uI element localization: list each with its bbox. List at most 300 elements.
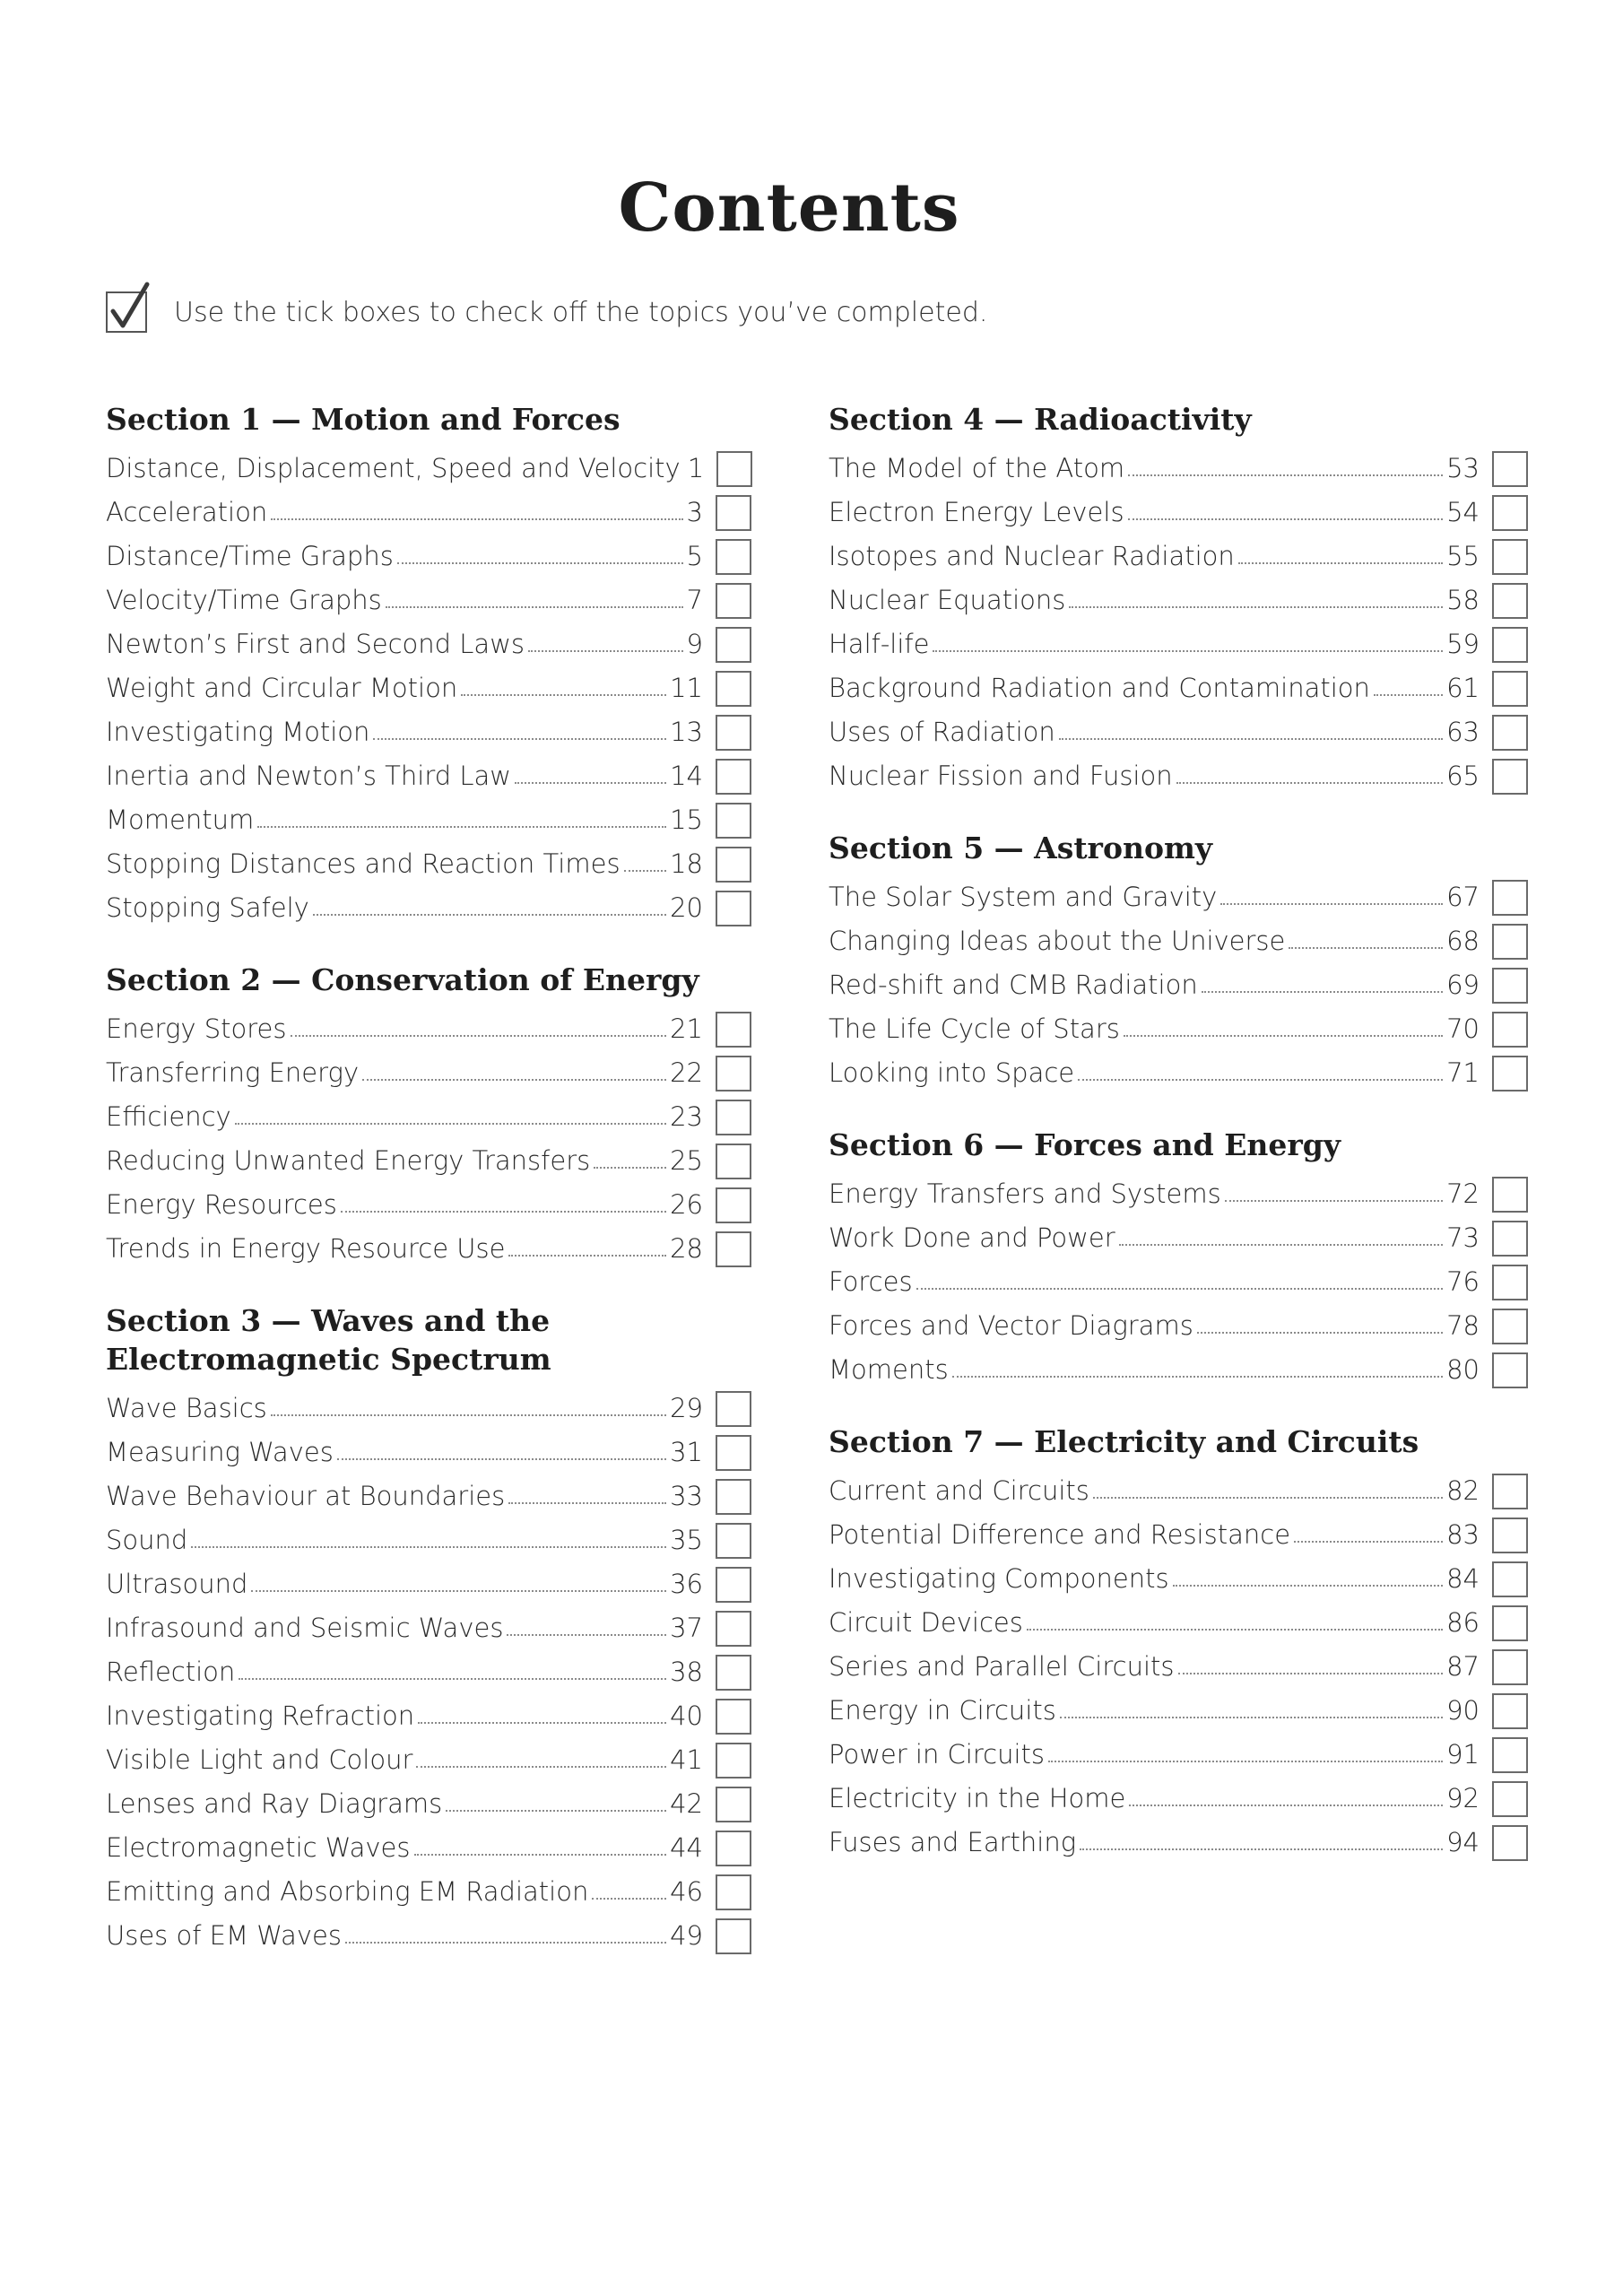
page-number: 3 — [686, 497, 703, 527]
contents-entry — [829, 1302, 1528, 1346]
page-number: 84 — [1446, 1563, 1480, 1594]
page-number: 26 — [670, 1189, 703, 1220]
dot-leader — [1119, 1244, 1443, 1246]
page-number: 71 — [1446, 1057, 1480, 1088]
tick-box[interactable] — [1492, 1561, 1528, 1597]
page-number: 15 — [670, 804, 703, 835]
contents-section — [829, 1422, 1528, 1863]
dot-leader — [1027, 1629, 1443, 1631]
page-number: 42 — [670, 1788, 703, 1819]
dot-leader — [594, 1167, 666, 1169]
dot-leader — [271, 518, 682, 520]
tick-box[interactable] — [1492, 1693, 1528, 1729]
dot-leader — [251, 1590, 666, 1592]
tick-box[interactable] — [716, 1787, 751, 1822]
page-number: 37 — [670, 1613, 703, 1643]
entry-title: Measuring Waves — [106, 1437, 334, 1467]
instruction-text: Use the tick boxes to check off the topics you’ve completed. — [174, 296, 988, 328]
section-heading-line: Section 6 — Forces and Energy — [829, 1127, 1341, 1162]
entry-title: Reducing Unwanted Energy Transfers — [106, 1145, 591, 1176]
tick-box[interactable] — [1492, 1518, 1528, 1553]
contents-entry — [829, 1819, 1528, 1863]
page-number: 91 — [1446, 1739, 1480, 1770]
page-number: 68 — [1446, 926, 1480, 956]
contents-entry — [106, 489, 751, 533]
entry-title: Nuclear Fission and Fusion — [829, 761, 1173, 791]
dot-leader — [508, 1255, 666, 1257]
page-number: 65 — [1446, 761, 1480, 791]
page-number: 40 — [670, 1700, 703, 1731]
dot-leader — [1128, 518, 1444, 520]
page-number: 23 — [670, 1101, 703, 1132]
contents-entry — [106, 1868, 751, 1912]
entry-title: Investigating Motion — [106, 717, 370, 747]
section-heading-line: Section 3 — Waves and the — [106, 1303, 551, 1338]
entry-title: Transferring Energy — [106, 1057, 360, 1088]
entry-title: Velocity/Time Graphs — [106, 585, 382, 615]
contents-entry — [106, 1093, 751, 1137]
entry-title: Momentum — [106, 804, 255, 835]
contents-entry — [106, 752, 751, 796]
section-heading — [829, 829, 1528, 867]
entry-title: Stopping Safely — [106, 892, 309, 923]
section-heading-line: Section 1 — Motion and Forces — [106, 402, 621, 437]
tick-box[interactable] — [716, 1611, 751, 1647]
contents-entry — [829, 1049, 1528, 1093]
entry-title: Electromagnetic Waves — [106, 1832, 411, 1863]
contents-entry — [829, 1467, 1528, 1511]
dot-leader — [1069, 606, 1443, 608]
contents-entry — [106, 665, 751, 709]
contents-section — [829, 1126, 1528, 1390]
tick-box[interactable] — [1492, 1737, 1528, 1773]
contents-entry — [106, 1561, 751, 1605]
contents-entry — [829, 533, 1528, 577]
entry-title: Emitting and Absorbing EM Radiation — [106, 1876, 589, 1907]
entry-title: Uses of Radiation — [829, 717, 1055, 747]
page-number: 31 — [670, 1437, 703, 1467]
contents-entry — [829, 1346, 1528, 1390]
page-number: 53 — [1446, 453, 1480, 483]
tick-box[interactable] — [1492, 495, 1528, 531]
tick-box[interactable] — [716, 847, 751, 883]
entry-title: Nuclear Equations — [829, 585, 1066, 615]
tick-box[interactable] — [1492, 759, 1528, 795]
entry-title: Red-shift and CMB Radiation — [829, 970, 1198, 1000]
dot-leader — [528, 650, 683, 652]
dot-leader — [1048, 1761, 1443, 1762]
tick-box[interactable] — [1492, 1221, 1528, 1257]
dot-leader — [337, 1458, 666, 1460]
tick-box[interactable] — [716, 715, 751, 751]
section-heading-line: Section 2 — Conservation of Energy — [106, 962, 699, 997]
tick-box[interactable] — [716, 1655, 751, 1691]
dot-leader — [341, 1211, 666, 1213]
dot-leader — [291, 1035, 667, 1037]
contents-entry — [106, 1692, 751, 1736]
contents-entry — [106, 577, 751, 621]
entry-title: Energy Transfers and Systems — [829, 1178, 1221, 1209]
dot-leader — [507, 1634, 666, 1636]
entry-title: The Model of the Atom — [829, 453, 1125, 483]
contents-entry — [829, 1731, 1528, 1775]
tick-box[interactable] — [1492, 1781, 1528, 1817]
entry-title: Electricity in the Home — [829, 1783, 1126, 1813]
dot-leader — [461, 694, 666, 696]
tick-box[interactable] — [1492, 1352, 1528, 1388]
tick-box[interactable] — [1492, 583, 1528, 619]
tick-box[interactable] — [716, 891, 751, 926]
contents-entry — [829, 1687, 1528, 1731]
dot-leader — [1197, 1332, 1443, 1334]
entry-title: Circuit Devices — [829, 1607, 1023, 1638]
tick-box[interactable] — [716, 1567, 751, 1603]
tick-box[interactable] — [1492, 880, 1528, 916]
contents-entry — [829, 489, 1528, 533]
contents-entry — [829, 1555, 1528, 1599]
entry-title: Distance/Time Graphs — [106, 541, 394, 571]
page-number: 35 — [670, 1525, 703, 1555]
page-number: 44 — [670, 1832, 703, 1863]
contents-entry — [829, 961, 1528, 1005]
page-number: 5 — [686, 541, 703, 571]
entry-title: Energy Resources — [106, 1189, 337, 1220]
tick-box[interactable] — [716, 451, 752, 487]
dot-leader — [397, 562, 683, 564]
entry-title: Wave Behaviour at Boundaries — [106, 1481, 506, 1511]
contents-section — [829, 400, 1528, 796]
entry-title: Changing Ideas about the Universe — [829, 926, 1286, 956]
contents-entry — [829, 445, 1528, 489]
entry-title: Investigating Components — [829, 1563, 1169, 1594]
page-number: 7 — [686, 585, 703, 615]
contents-column-left — [106, 400, 751, 1988]
page-number: 14 — [670, 761, 703, 791]
tick-box[interactable] — [716, 1144, 751, 1179]
tick-box[interactable] — [716, 1012, 751, 1048]
contents-section — [829, 829, 1528, 1093]
page-number: 41 — [670, 1744, 703, 1775]
tick-box[interactable] — [716, 1831, 751, 1866]
page-number: 25 — [670, 1145, 703, 1176]
dot-leader — [386, 606, 683, 608]
dot-leader — [1294, 1541, 1443, 1543]
page-number: 94 — [1446, 1827, 1480, 1857]
entry-title: Uses of EM Waves — [106, 1920, 342, 1951]
tick-box[interactable] — [1492, 715, 1528, 751]
page-number: 78 — [1446, 1310, 1480, 1341]
section-heading-line: Electromagnetic Spectrum — [106, 1342, 551, 1377]
dot-leader — [624, 870, 667, 872]
dot-leader — [1128, 474, 1443, 476]
entry-title: Sound — [106, 1525, 188, 1555]
contents-entry — [106, 1181, 751, 1225]
tick-box[interactable] — [1492, 1177, 1528, 1213]
contents-entry — [829, 918, 1528, 961]
entry-title: Infrasound and Seismic Waves — [106, 1613, 504, 1643]
page-number: 20 — [670, 892, 703, 923]
tick-box[interactable] — [1492, 539, 1528, 575]
page-number: 13 — [670, 717, 703, 747]
page-number: 38 — [670, 1657, 703, 1687]
contents-entry — [829, 665, 1528, 709]
page-number: 11 — [670, 673, 703, 703]
tick-box[interactable] — [716, 671, 751, 707]
contents-entry — [106, 1225, 751, 1269]
tick-box[interactable] — [716, 1523, 751, 1559]
dot-leader — [1059, 738, 1443, 740]
dot-leader — [508, 1502, 666, 1504]
entry-title: Stopping Distances and Reaction Times — [106, 848, 621, 879]
dot-leader — [1176, 782, 1443, 784]
page-number: 90 — [1446, 1695, 1480, 1726]
page-number: 73 — [1446, 1222, 1480, 1253]
checkmark-icon — [106, 281, 152, 333]
dot-leader — [592, 1898, 666, 1900]
tick-box[interactable] — [1492, 451, 1528, 487]
contents-section — [106, 400, 751, 928]
page-number: 72 — [1446, 1178, 1480, 1209]
contents-entry — [106, 1648, 751, 1692]
dot-leader — [1093, 1497, 1443, 1499]
page-number: 22 — [670, 1057, 703, 1088]
entry-title: The Solar System and Gravity — [829, 882, 1218, 912]
entry-title: Reflection — [106, 1657, 236, 1687]
tick-box[interactable] — [1492, 1825, 1528, 1861]
contents-section — [106, 961, 751, 1269]
page-number: 63 — [1446, 717, 1480, 747]
section-heading — [829, 400, 1528, 439]
page-number: 82 — [1446, 1475, 1480, 1506]
entry-title: Moments — [829, 1354, 949, 1385]
dot-leader — [1289, 947, 1443, 949]
entry-title: Acceleration — [106, 497, 268, 527]
tick-box[interactable] — [1492, 924, 1528, 960]
page-number: 46 — [670, 1876, 703, 1907]
page-number: 55 — [1446, 541, 1480, 571]
entry-title: Lenses and Ray Diagrams — [106, 1788, 443, 1819]
dot-leader — [952, 1376, 1443, 1378]
dot-leader — [916, 1288, 1444, 1290]
dot-leader — [362, 1079, 666, 1081]
entry-title: Work Done and Power — [829, 1222, 1115, 1253]
tick-box[interactable] — [716, 1479, 751, 1515]
tick-box[interactable] — [1492, 1056, 1528, 1091]
entry-title: Weight and Circular Motion — [106, 673, 458, 703]
tick-box[interactable] — [716, 1056, 751, 1091]
page-number: 86 — [1446, 1607, 1480, 1638]
tick-box[interactable] — [716, 1918, 751, 1954]
page-number: 67 — [1446, 882, 1480, 912]
contents-entry — [106, 1824, 751, 1868]
tick-box[interactable] — [716, 627, 751, 663]
dot-leader — [271, 1414, 666, 1416]
tick-box[interactable] — [716, 1231, 751, 1267]
entry-title: Ultrasound — [106, 1569, 248, 1599]
contents-entry — [829, 874, 1528, 918]
entry-title: Half-life — [829, 629, 930, 659]
contents-entry — [106, 840, 751, 884]
tick-box[interactable] — [1492, 1649, 1528, 1685]
contents-section — [106, 1301, 751, 1956]
entry-title: Inertia and Newton’s Third Law — [106, 761, 512, 791]
entry-title: Background Radiation and Contamination — [829, 673, 1370, 703]
dot-leader — [414, 1854, 667, 1856]
contents-entry — [106, 445, 751, 489]
contents-entry — [829, 1599, 1528, 1643]
page-number: 69 — [1446, 970, 1480, 1000]
contents-entry — [106, 1385, 751, 1429]
entry-title: Wave Basics — [106, 1393, 267, 1423]
entry-title: Fuses and Earthing — [829, 1827, 1077, 1857]
contents-entry — [106, 1005, 751, 1049]
dot-leader — [239, 1678, 666, 1680]
tick-box[interactable] — [1492, 1012, 1528, 1048]
tick-box[interactable] — [1492, 1474, 1528, 1509]
tick-box[interactable] — [716, 1743, 751, 1779]
tick-box[interactable] — [1492, 1265, 1528, 1300]
contents-entry — [106, 1517, 751, 1561]
dot-leader — [373, 738, 666, 740]
tick-box[interactable] — [716, 759, 751, 795]
contents-entry — [829, 1214, 1528, 1258]
dot-leader — [1080, 1848, 1443, 1850]
section-heading-line: Section 4 — Radioactivity — [829, 402, 1252, 437]
dot-leader — [1173, 1585, 1444, 1587]
tick-box[interactable] — [716, 1699, 751, 1735]
tick-box[interactable] — [1492, 671, 1528, 707]
page-number: 92 — [1446, 1783, 1480, 1813]
tick-box[interactable] — [716, 539, 751, 575]
page-number: 61 — [1446, 673, 1480, 703]
dot-leader — [446, 1810, 666, 1812]
contents-entry — [106, 1912, 751, 1956]
tick-box[interactable] — [716, 1187, 751, 1223]
page-number: 54 — [1446, 497, 1480, 527]
contents-entry — [829, 1170, 1528, 1214]
tick-box[interactable] — [716, 1100, 751, 1135]
tick-box[interactable] — [716, 583, 751, 619]
page-number: 36 — [670, 1569, 703, 1599]
dot-leader — [416, 1766, 666, 1768]
entry-title: Forces and Vector Diagrams — [829, 1310, 1193, 1341]
dot-leader — [1238, 562, 1443, 564]
contents-entry — [106, 1137, 751, 1181]
page-number: 49 — [670, 1920, 703, 1951]
tick-box[interactable] — [716, 1435, 751, 1471]
section-heading — [829, 1422, 1528, 1461]
instruction-row — [106, 289, 987, 335]
entry-title: Energy in Circuits — [829, 1695, 1056, 1726]
dot-leader — [345, 1942, 666, 1944]
dot-leader — [1060, 1717, 1443, 1718]
contents-entry — [106, 1473, 751, 1517]
contents-entry — [106, 709, 751, 752]
dot-leader — [1220, 903, 1443, 905]
tick-box[interactable] — [716, 803, 751, 839]
dot-leader — [1178, 1673, 1444, 1674]
entry-title: Current and Circuits — [829, 1475, 1089, 1506]
entry-title: Visible Light and Colour — [106, 1744, 413, 1775]
entry-title: Electron Energy Levels — [829, 497, 1124, 527]
contents-entry — [106, 1780, 751, 1824]
dot-leader — [1225, 1200, 1443, 1202]
contents-column-right — [829, 400, 1528, 1895]
contents-entry — [829, 1258, 1528, 1302]
section-heading — [106, 1301, 751, 1378]
contents-entry — [829, 1511, 1528, 1555]
contents-entry — [106, 1605, 751, 1648]
entry-title: Isotopes and Nuclear Radiation — [829, 541, 1235, 571]
contents-entry — [106, 796, 751, 840]
tick-box[interactable] — [716, 495, 751, 531]
entry-title: Series and Parallel Circuits — [829, 1651, 1175, 1682]
page-number: 33 — [670, 1481, 703, 1511]
section-heading-line: Section 7 — Electricity and Circuits — [829, 1424, 1419, 1459]
entry-title: Efficiency — [106, 1101, 231, 1132]
contents-entry — [829, 752, 1528, 796]
entry-title: Trends in Energy Resource Use — [106, 1233, 506, 1264]
dot-leader — [1202, 991, 1443, 993]
entry-title: Distance, Displacement, Speed and Velocity — [106, 453, 681, 483]
page-number: 21 — [670, 1013, 703, 1044]
entry-title: Investigating Refraction — [106, 1700, 415, 1731]
contents-entry — [829, 1775, 1528, 1819]
tick-box[interactable] — [716, 1391, 751, 1427]
contents-entry — [829, 1005, 1528, 1049]
page-number: 18 — [670, 848, 703, 879]
tick-box[interactable] — [1492, 1309, 1528, 1344]
contents-entry — [106, 1736, 751, 1780]
entry-title: Potential Difference and Resistance — [829, 1519, 1291, 1550]
entry-title: Looking into Space — [829, 1057, 1075, 1088]
dot-leader — [933, 650, 1443, 652]
page-number: 9 — [686, 629, 703, 659]
tick-box[interactable] — [716, 1874, 751, 1910]
dot-leader — [313, 914, 666, 916]
dot-leader — [1078, 1079, 1443, 1081]
page-title: Contents — [618, 170, 960, 247]
entry-title: Forces — [829, 1266, 913, 1297]
contents-entry — [106, 1049, 751, 1093]
section-heading — [829, 1126, 1528, 1164]
entry-title: The Life Cycle of Stars — [829, 1013, 1120, 1044]
entry-title: Energy Stores — [106, 1013, 287, 1044]
contents-entry — [829, 621, 1528, 665]
dot-leader — [191, 1546, 666, 1548]
tick-box[interactable] — [1492, 1605, 1528, 1641]
entry-title: Power in Circuits — [829, 1739, 1046, 1770]
page-number: 58 — [1446, 585, 1480, 615]
page-number: 29 — [670, 1393, 703, 1423]
tick-box[interactable] — [1492, 627, 1528, 663]
page-number: 59 — [1446, 629, 1480, 659]
dot-leader — [515, 782, 666, 784]
page-number: 80 — [1446, 1354, 1480, 1385]
page-number: 83 — [1446, 1519, 1480, 1550]
checked-tick-box — [106, 291, 147, 333]
contents-entry — [106, 884, 751, 928]
page-number: 70 — [1446, 1013, 1480, 1044]
contents-entry — [829, 1643, 1528, 1687]
dot-leader — [257, 826, 666, 828]
tick-box[interactable] — [1492, 968, 1528, 1004]
dot-leader — [418, 1722, 666, 1724]
contents-entry — [106, 621, 751, 665]
entry-title: Newton’s First and Second Laws — [106, 629, 525, 659]
dot-leader — [1129, 1805, 1443, 1806]
section-heading — [106, 961, 751, 999]
